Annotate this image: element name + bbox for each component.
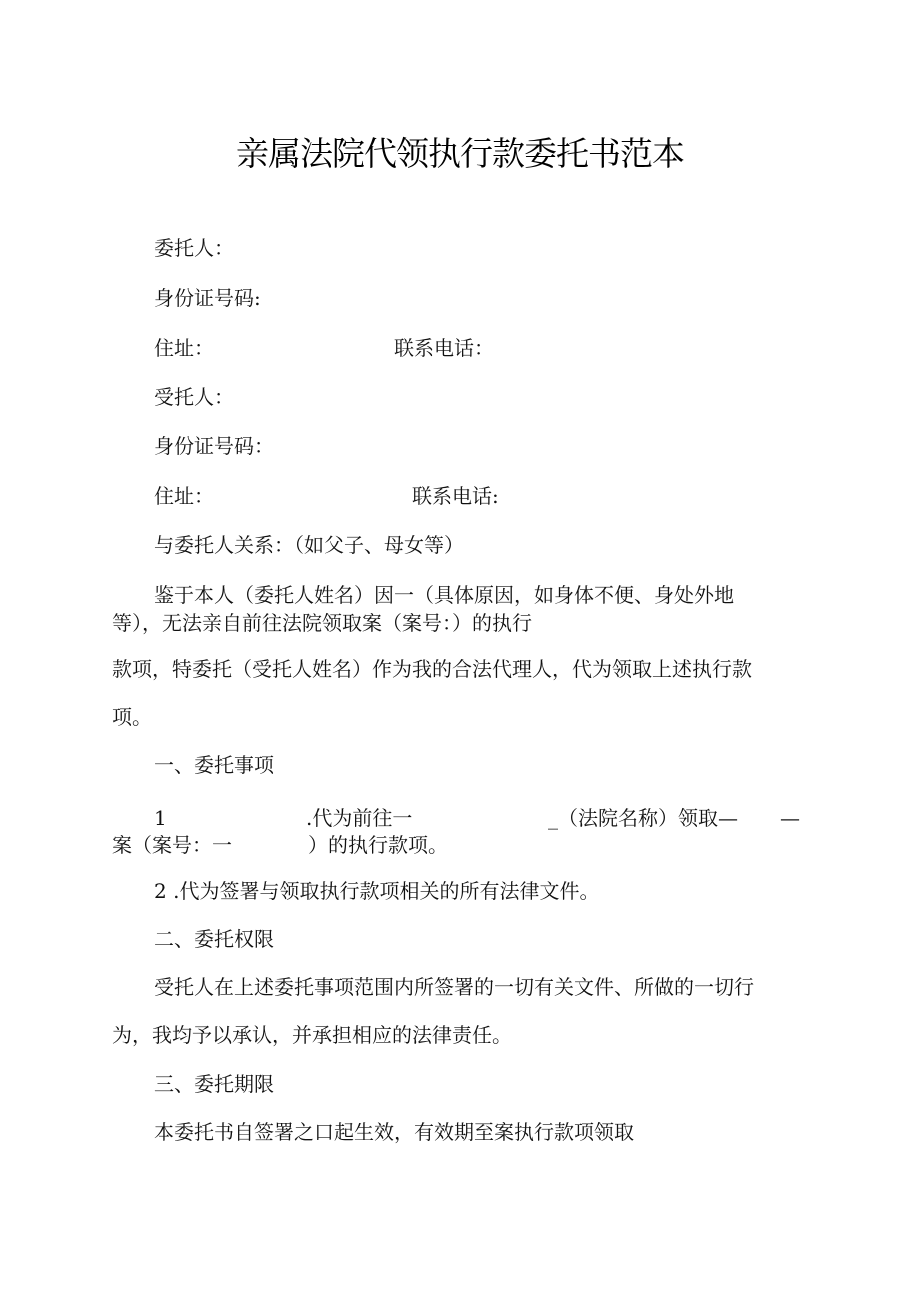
intro-line-1: 鉴于本人（委托人姓名）因一（具体原因，如身体不便、身处外地: [154, 583, 734, 607]
section-3-line-1: 本委托书自签署之口起生效，有效期至案执行款项领取: [154, 1120, 634, 1144]
document-title: 亲属法院代领执行款委托书范本: [236, 134, 684, 173]
agent-relation-label: 与委托人关系：（如父子、母女等）: [154, 533, 464, 557]
item-1-text-b: _（法院名称）领取—: [548, 806, 738, 830]
item-1-text-c: —: [780, 806, 800, 830]
agent-address-label: 住址：: [154, 484, 214, 508]
section-2-line-1: 受托人在上述委托事项范围内所签署的一切有关文件、所做的一切行: [154, 975, 754, 999]
intro-line-4: 项。: [112, 705, 152, 729]
intro-line-3: 款项，特委托（受托人姓名）作为我的合法代理人，代为领取上述执行款: [112, 657, 752, 681]
item-1-line2-b: ）的执行款项。: [308, 833, 448, 857]
item-1-number: 1: [154, 806, 167, 830]
principal-name-label: 委托人：: [154, 236, 234, 260]
agent-name-label: 受托人：: [154, 385, 234, 409]
intro-line-2: 等），无法亲自前往法院领取案（案号：）的执行: [112, 611, 532, 635]
section-1-heading: 一、委托事项: [154, 753, 274, 777]
principal-phone-label: 联系电话：: [394, 336, 494, 360]
agent-id-label: 身份证号码：: [154, 434, 274, 458]
agent-phone-label: 联系电话:: [412, 484, 499, 508]
section-3-heading: 三、委托期限: [154, 1072, 274, 1096]
principal-address-label: 住址：: [154, 336, 214, 360]
principal-id-label: 身份证号码:: [154, 286, 261, 310]
section-2-line-2: 为，我均予以承认，并承担相应的法律责任。: [112, 1023, 512, 1047]
section-2-heading: 二、委托权限: [154, 927, 274, 951]
item-2: 2 .代为签署与领取执行款项相关的所有法律文件。: [154, 879, 600, 903]
item-1-text-a: .代为前往一: [306, 806, 413, 830]
item-1-line2-a: 案（案号：一: [112, 833, 232, 857]
